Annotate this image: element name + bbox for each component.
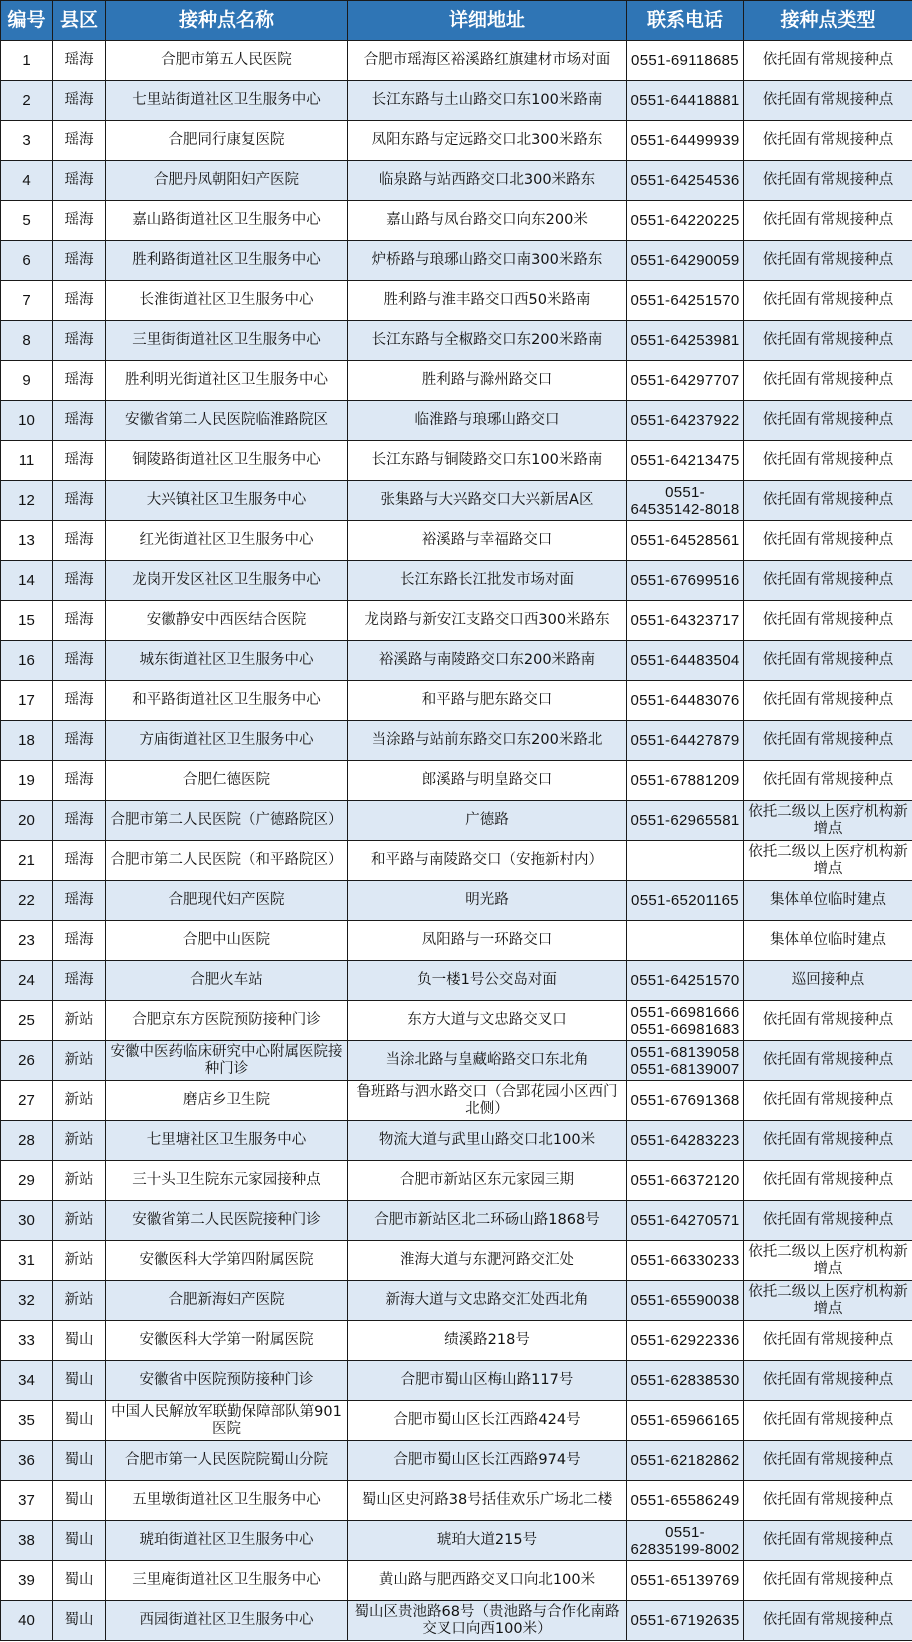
- row-site-name: 合肥新海妇产医院: [106, 1281, 348, 1321]
- row-site-name: 七里站街道社区卫生服务中心: [106, 81, 348, 121]
- row-phone: 0551-64237922: [627, 401, 744, 441]
- row-site-type: 依托固有常规接种点: [744, 1161, 912, 1201]
- row-site-type: 依托固有常规接种点: [744, 761, 912, 801]
- row-site-type: 依托固有常规接种点: [744, 721, 912, 761]
- row-address: 当涂路与站前东路交口东200米路北: [348, 721, 627, 761]
- table-body: [1, 41, 912, 1641]
- row-address: 嘉山路与凤台路交口向东200米: [348, 201, 627, 241]
- table-row: [1, 321, 912, 361]
- row-phone: 0551-62922336: [627, 1321, 744, 1361]
- row-number: 39: [1, 1561, 53, 1601]
- row-site-type: 依托固有常规接种点: [744, 81, 912, 121]
- row-district: 瑶海: [53, 961, 106, 1001]
- table-row: [1, 1041, 912, 1081]
- row-number: 35: [1, 1401, 53, 1441]
- row-number: 21: [1, 841, 53, 881]
- row-address: 黄山路与肥西路交叉口向北100米: [348, 1561, 627, 1601]
- row-site-type: 依托固有常规接种点: [744, 401, 912, 441]
- row-address: 负一楼1号公交岛对面: [348, 961, 627, 1001]
- table-row: [1, 921, 912, 961]
- row-phone: 0551-64483504: [627, 641, 744, 681]
- row-number: 8: [1, 321, 53, 361]
- row-district: 瑶海: [53, 641, 106, 681]
- row-district: 瑶海: [53, 161, 106, 201]
- row-number: 24: [1, 961, 53, 1001]
- row-site-name: 长淮街道社区卫生服务中心: [106, 281, 348, 321]
- row-address: 凤阳东路与定远路交口北300米路东: [348, 121, 627, 161]
- row-site-name: 合肥市第五人民医院: [106, 41, 348, 81]
- row-phone: 0551-69118685: [627, 41, 744, 81]
- row-number: 29: [1, 1161, 53, 1201]
- row-site-name: 合肥火车站: [106, 961, 348, 1001]
- row-site-name: 城东街道社区卫生服务中心: [106, 641, 348, 681]
- row-number: 6: [1, 241, 53, 281]
- row-phone: 0551-62965581: [627, 801, 744, 841]
- header-row: [1, 1, 912, 41]
- row-address: 和平路与南陵路交口（安拖新村内）: [348, 841, 627, 881]
- row-phone: [627, 841, 744, 881]
- row-district: 新站: [53, 1081, 106, 1121]
- row-phone: 0551-66372120: [627, 1161, 744, 1201]
- table-row: [1, 1441, 912, 1481]
- row-number: 36: [1, 1441, 53, 1481]
- row-site-type: 依托固有常规接种点: [744, 641, 912, 681]
- row-district: 瑶海: [53, 681, 106, 721]
- row-address: 郎溪路与明皇路交口: [348, 761, 627, 801]
- row-address: 胜利路与滁州路交口: [348, 361, 627, 401]
- row-number: 30: [1, 1201, 53, 1241]
- row-site-name: 合肥同行康复医院: [106, 121, 348, 161]
- row-district: 新站: [53, 1001, 106, 1041]
- row-number: 14: [1, 561, 53, 601]
- row-site-type: 依托固有常规接种点: [744, 321, 912, 361]
- row-site-type: 依托固有常规接种点: [744, 1601, 912, 1641]
- row-phone: 0551-66981666 0551-66981683: [627, 1001, 744, 1041]
- row-phone: 0551-68139058 0551-68139007: [627, 1041, 744, 1081]
- row-site-name: 中国人民解放军联勤保障部队第901医院: [106, 1401, 348, 1441]
- table-row: [1, 1281, 912, 1321]
- table-row: [1, 1401, 912, 1441]
- row-number: 9: [1, 361, 53, 401]
- row-district: 瑶海: [53, 881, 106, 921]
- row-address: 长江东路与土山路交口东100米路南: [348, 81, 627, 121]
- row-district: 瑶海: [53, 361, 106, 401]
- row-phone: 0551-64535142-8018: [627, 481, 744, 521]
- table-row: [1, 1521, 912, 1561]
- row-site-type: 依托二级以上医疗机构新增点: [744, 801, 912, 841]
- table-row: [1, 241, 912, 281]
- row-site-type: 依托固有常规接种点: [744, 1361, 912, 1401]
- table-row: [1, 1001, 912, 1041]
- row-site-type: 集体单位临时建点: [744, 881, 912, 921]
- row-phone: 0551-64220225: [627, 201, 744, 241]
- header-phone: 联系电话: [627, 1, 744, 41]
- row-address: 和平路与肥东路交口: [348, 681, 627, 721]
- row-number: 22: [1, 881, 53, 921]
- row-number: 19: [1, 761, 53, 801]
- row-district: 新站: [53, 1201, 106, 1241]
- table-row: [1, 161, 912, 201]
- row-district: 瑶海: [53, 281, 106, 321]
- row-district: 瑶海: [53, 561, 106, 601]
- row-address: 合肥市新站区东元家园三期: [348, 1161, 627, 1201]
- row-phone: 0551-62835199-8002: [627, 1521, 744, 1561]
- row-phone: 0551-64418881: [627, 81, 744, 121]
- row-site-name: 琥珀街道社区卫生服务中心: [106, 1521, 348, 1561]
- table-row: [1, 441, 912, 481]
- row-site-name: 大兴镇社区卫生服务中心: [106, 481, 348, 521]
- row-phone: 0551-67691368: [627, 1081, 744, 1121]
- table-row: [1, 561, 912, 601]
- table-row: [1, 801, 912, 841]
- table-row: [1, 1561, 912, 1601]
- row-address: 长江东路与全椒路交口东200米路南: [348, 321, 627, 361]
- row-phone: 0551-64297707: [627, 361, 744, 401]
- row-number: 34: [1, 1361, 53, 1401]
- row-address: 广德路: [348, 801, 627, 841]
- row-address: 新海大道与文忠路交汇处西北角: [348, 1281, 627, 1321]
- table-row: [1, 1361, 912, 1401]
- row-site-type: 依托固有常规接种点: [744, 601, 912, 641]
- row-district: 瑶海: [53, 801, 106, 841]
- row-district: 瑶海: [53, 601, 106, 641]
- row-site-name: 合肥市第二人民医院（广德路院区）: [106, 801, 348, 841]
- row-address: 张集路与大兴路交口大兴新居A区: [348, 481, 627, 521]
- row-address: 合肥市蜀山区梅山路117号: [348, 1361, 627, 1401]
- row-phone: 0551-65201165: [627, 881, 744, 921]
- row-site-name: 合肥仁德医院: [106, 761, 348, 801]
- table-row: [1, 41, 912, 81]
- row-site-name: 三里街街道社区卫生服务中心: [106, 321, 348, 361]
- row-address: 龙岗路与新安江支路交口西300米路东: [348, 601, 627, 641]
- row-site-type: 依托固有常规接种点: [744, 481, 912, 521]
- row-site-type: 依托固有常规接种点: [744, 161, 912, 201]
- row-site-type: 集体单位临时建点: [744, 921, 912, 961]
- row-number: 3: [1, 121, 53, 161]
- row-number: 5: [1, 201, 53, 241]
- row-number: 20: [1, 801, 53, 841]
- row-phone: 0551-64483076: [627, 681, 744, 721]
- row-number: 12: [1, 481, 53, 521]
- row-site-type: 依托二级以上医疗机构新增点: [744, 1281, 912, 1321]
- row-site-name: 安徽省第二人民医院临淮路院区: [106, 401, 348, 441]
- row-site-type: 依托固有常规接种点: [744, 681, 912, 721]
- row-site-type: 依托固有常规接种点: [744, 281, 912, 321]
- row-district: 瑶海: [53, 521, 106, 561]
- row-district: 蜀山: [53, 1361, 106, 1401]
- row-phone: 0551-64427879: [627, 721, 744, 761]
- row-number: 2: [1, 81, 53, 121]
- table-row: [1, 1081, 912, 1121]
- row-site-type: 依托固有常规接种点: [744, 361, 912, 401]
- row-number: 11: [1, 441, 53, 481]
- header-number: 编号: [1, 1, 53, 41]
- row-site-name: 合肥京东方医院预防接种门诊: [106, 1001, 348, 1041]
- table-row: [1, 721, 912, 761]
- row-site-type: 依托固有常规接种点: [744, 1561, 912, 1601]
- row-address: 合肥市瑶海区裕溪路红旗建材市场对面: [348, 41, 627, 81]
- table-row: [1, 1201, 912, 1241]
- row-district: 新站: [53, 1121, 106, 1161]
- row-site-name: 安徽静安中西医结合医院: [106, 601, 348, 641]
- table-row: [1, 1321, 912, 1361]
- row-number: 28: [1, 1121, 53, 1161]
- row-phone: 0551-64251570: [627, 961, 744, 1001]
- row-address: 凤阳路与一环路交口: [348, 921, 627, 961]
- row-address: 裕溪路与幸福路交口: [348, 521, 627, 561]
- row-district: 瑶海: [53, 441, 106, 481]
- row-address: 长江东路与铜陵路交口东100米路南: [348, 441, 627, 481]
- row-site-name: 磨店乡卫生院: [106, 1081, 348, 1121]
- row-number: 1: [1, 41, 53, 81]
- row-phone: 0551-65139769: [627, 1561, 744, 1601]
- row-number: 38: [1, 1521, 53, 1561]
- row-site-name: 铜陵路街道社区卫生服务中心: [106, 441, 348, 481]
- row-address: 临泉路与站西路交口北300米路东: [348, 161, 627, 201]
- row-site-name: 龙岗开发区社区卫生服务中心: [106, 561, 348, 601]
- row-site-type: 依托固有常规接种点: [744, 241, 912, 281]
- row-phone: 0551-67699516: [627, 561, 744, 601]
- row-site-name: 安徽医科大学第四附属医院: [106, 1241, 348, 1281]
- row-phone: 0551-67192635: [627, 1601, 744, 1641]
- table-row: [1, 281, 912, 321]
- row-district: 蜀山: [53, 1521, 106, 1561]
- row-address: 明光路: [348, 881, 627, 921]
- table-row: [1, 1601, 912, 1641]
- row-address: 物流大道与武里山路交口北100米: [348, 1121, 627, 1161]
- row-phone: 0551-64290059: [627, 241, 744, 281]
- table-row: [1, 481, 912, 521]
- row-district: 瑶海: [53, 241, 106, 281]
- row-phone: 0551-64528561: [627, 521, 744, 561]
- row-site-name: 西园街道社区卫生服务中心: [106, 1601, 348, 1641]
- row-site-type: 依托固有常规接种点: [744, 561, 912, 601]
- row-district: 瑶海: [53, 761, 106, 801]
- table-row: [1, 881, 912, 921]
- row-address: 淮海大道与东淝河路交汇处: [348, 1241, 627, 1281]
- row-phone: 0551-65590038: [627, 1281, 744, 1321]
- row-site-type: 依托固有常规接种点: [744, 1201, 912, 1241]
- row-number: 18: [1, 721, 53, 761]
- table-row: [1, 1121, 912, 1161]
- row-district: 新站: [53, 1281, 106, 1321]
- row-site-type: 依托固有常规接种点: [744, 1121, 912, 1161]
- row-number: 4: [1, 161, 53, 201]
- row-address: 蜀山区贵池路68号（贵池路与合作化南路交叉口向西100米）: [348, 1601, 627, 1641]
- row-address: 蜀山区史河路38号括佳欢乐广场北二楼: [348, 1481, 627, 1521]
- row-phone: 0551-64253981: [627, 321, 744, 361]
- row-number: 7: [1, 281, 53, 321]
- table-row: [1, 761, 912, 801]
- row-address: 绩溪路218号: [348, 1321, 627, 1361]
- row-district: 瑶海: [53, 321, 106, 361]
- row-site-type: 依托固有常规接种点: [744, 441, 912, 481]
- row-site-type: 依托固有常规接种点: [744, 1401, 912, 1441]
- table-row: [1, 401, 912, 441]
- row-district: 瑶海: [53, 401, 106, 441]
- row-phone: 0551-64323717: [627, 601, 744, 641]
- header-address: 详细地址: [348, 1, 627, 41]
- row-address: 当涂北路与皇藏峪路交口东北角: [348, 1041, 627, 1081]
- row-site-name: 合肥丹凤朝阳妇产医院: [106, 161, 348, 201]
- row-site-name: 胜利明光街道社区卫生服务中心: [106, 361, 348, 401]
- row-site-name: 五里墩街道社区卫生服务中心: [106, 1481, 348, 1521]
- row-site-type: 依托固有常规接种点: [744, 1441, 912, 1481]
- row-district: 瑶海: [53, 481, 106, 521]
- row-number: 26: [1, 1041, 53, 1081]
- row-site-name: 和平路街道社区卫生服务中心: [106, 681, 348, 721]
- row-site-type: 依托固有常规接种点: [744, 1001, 912, 1041]
- row-number: 31: [1, 1241, 53, 1281]
- row-number: 15: [1, 601, 53, 641]
- row-district: 新站: [53, 1241, 106, 1281]
- row-site-type: 依托固有常规接种点: [744, 1481, 912, 1521]
- table-row: [1, 1481, 912, 1521]
- table-row: [1, 961, 912, 1001]
- row-site-name: 合肥市第一人民医院院蜀山分院: [106, 1441, 348, 1481]
- row-district: 瑶海: [53, 841, 106, 881]
- row-district: 蜀山: [53, 1321, 106, 1361]
- row-site-name: 红光街道社区卫生服务中心: [106, 521, 348, 561]
- table-row: [1, 361, 912, 401]
- row-number: 32: [1, 1281, 53, 1321]
- row-site-name: 安徽医科大学第一附属医院: [106, 1321, 348, 1361]
- row-phone: 0551-62182862: [627, 1441, 744, 1481]
- row-site-type: 依托固有常规接种点: [744, 1041, 912, 1081]
- row-site-name: 三里庵街道社区卫生服务中心: [106, 1561, 348, 1601]
- row-number: 33: [1, 1321, 53, 1361]
- table-row: [1, 681, 912, 721]
- header-site-name: 接种点名称: [106, 1, 348, 41]
- row-address: 裕溪路与南陵路交口东200米路南: [348, 641, 627, 681]
- row-district: 瑶海: [53, 121, 106, 161]
- row-number: 10: [1, 401, 53, 441]
- row-phone: 0551-64213475: [627, 441, 744, 481]
- row-site-type: 依托固有常规接种点: [744, 41, 912, 81]
- row-district: 瑶海: [53, 81, 106, 121]
- row-address: 炉桥路与琅琊山路交口南300米路东: [348, 241, 627, 281]
- row-district: 蜀山: [53, 1401, 106, 1441]
- row-site-name: 胜利路街道社区卫生服务中心: [106, 241, 348, 281]
- row-district: 瑶海: [53, 41, 106, 81]
- row-address: 长江东路长江批发市场对面: [348, 561, 627, 601]
- row-site-type: 依托固有常规接种点: [744, 1081, 912, 1121]
- row-site-type: 依托固有常规接种点: [744, 521, 912, 561]
- row-phone: 0551-64283223: [627, 1121, 744, 1161]
- row-district: 瑶海: [53, 921, 106, 961]
- row-site-type: 依托固有常规接种点: [744, 121, 912, 161]
- row-number: 23: [1, 921, 53, 961]
- header-site-type: 接种点类型: [744, 1, 912, 41]
- row-site-type: 巡回接种点: [744, 961, 912, 1001]
- row-site-name: 七里塘社区卫生服务中心: [106, 1121, 348, 1161]
- row-phone: [627, 921, 744, 961]
- table-row: [1, 521, 912, 561]
- row-district: 新站: [53, 1041, 106, 1081]
- table-row: [1, 641, 912, 681]
- row-phone: 0551-64499939: [627, 121, 744, 161]
- row-phone: 0551-65586249: [627, 1481, 744, 1521]
- row-district: 新站: [53, 1161, 106, 1201]
- row-site-type: 依托固有常规接种点: [744, 1521, 912, 1561]
- table-row: [1, 81, 912, 121]
- row-address: 合肥市新站区北二环砀山路1868号: [348, 1201, 627, 1241]
- row-site-name: 三十头卫生院东元家园接种点: [106, 1161, 348, 1201]
- table-row: [1, 1161, 912, 1201]
- row-site-type: 依托二级以上医疗机构新增点: [744, 1241, 912, 1281]
- row-site-name: 安徽中医药临床研究中心附属医院接种门诊: [106, 1041, 348, 1081]
- row-site-name: 合肥现代妇产医院: [106, 881, 348, 921]
- row-district: 蜀山: [53, 1441, 106, 1481]
- table-row: [1, 841, 912, 881]
- row-district: 瑶海: [53, 721, 106, 761]
- row-site-name: 安徽省中医院预防接种门诊: [106, 1361, 348, 1401]
- row-phone: 0551-65966165: [627, 1401, 744, 1441]
- row-site-type: 依托二级以上医疗机构新增点: [744, 841, 912, 881]
- row-number: 17: [1, 681, 53, 721]
- table-row: [1, 1241, 912, 1281]
- row-site-name: 合肥中山医院: [106, 921, 348, 961]
- row-number: 27: [1, 1081, 53, 1121]
- table-row: [1, 121, 912, 161]
- row-district: 蜀山: [53, 1601, 106, 1641]
- row-address: 临淮路与琅琊山路交口: [348, 401, 627, 441]
- row-address: 琥珀大道215号: [348, 1521, 627, 1561]
- row-district: 蜀山: [53, 1561, 106, 1601]
- row-phone: 0551-62838530: [627, 1361, 744, 1401]
- row-number: 25: [1, 1001, 53, 1041]
- row-site-name: 安徽省第二人民医院接种门诊: [106, 1201, 348, 1241]
- row-address: 胜利路与淮丰路交口西50米路南: [348, 281, 627, 321]
- row-site-type: 依托固有常规接种点: [744, 1321, 912, 1361]
- row-district: 瑶海: [53, 201, 106, 241]
- table-row: [1, 201, 912, 241]
- row-address: 合肥市蜀山区长江西路424号: [348, 1401, 627, 1441]
- row-address: 东方大道与文忠路交叉口: [348, 1001, 627, 1041]
- row-site-name: 嘉山路街道社区卫生服务中心: [106, 201, 348, 241]
- row-number: 16: [1, 641, 53, 681]
- row-site-name: 方庙街道社区卫生服务中心: [106, 721, 348, 761]
- row-phone: 0551-66330233: [627, 1241, 744, 1281]
- row-number: 37: [1, 1481, 53, 1521]
- row-number: 40: [1, 1601, 53, 1641]
- row-phone: 0551-64251570: [627, 281, 744, 321]
- row-phone: 0551-67881209: [627, 761, 744, 801]
- row-site-name: 合肥市第二人民医院（和平路院区）: [106, 841, 348, 881]
- row-number: 13: [1, 521, 53, 561]
- table-row: [1, 601, 912, 641]
- row-district: 蜀山: [53, 1481, 106, 1521]
- row-address: 鲁班路与泗水路交口（合郢花园小区西门北侧）: [348, 1081, 627, 1121]
- header-district: 县区: [53, 1, 106, 41]
- row-address: 合肥市蜀山区长江西路974号: [348, 1441, 627, 1481]
- row-phone: 0551-64270571: [627, 1201, 744, 1241]
- row-phone: 0551-64254536: [627, 161, 744, 201]
- row-site-type: 依托固有常规接种点: [744, 201, 912, 241]
